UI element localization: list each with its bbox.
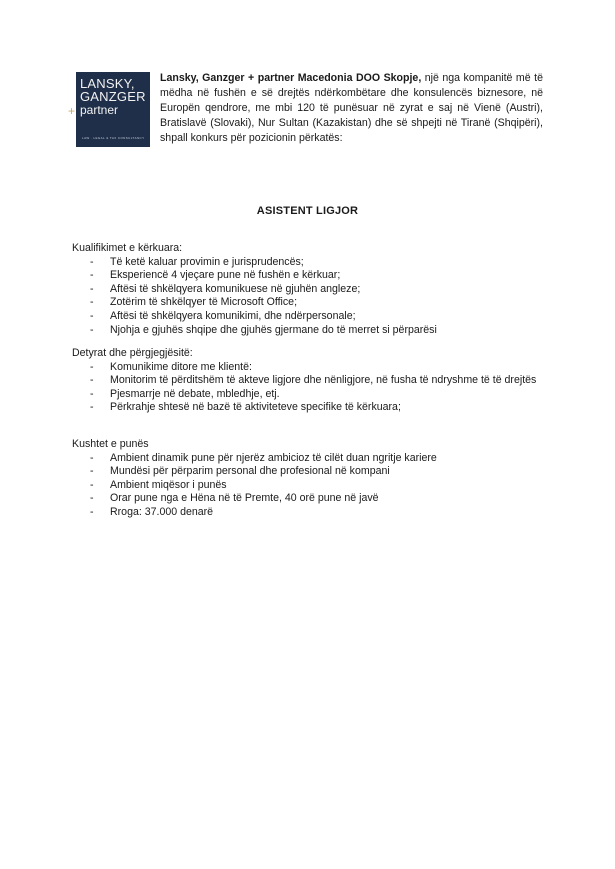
bullet-dash: - — [90, 401, 94, 414]
list-item-text: Komunikime ditore me klientë: — [110, 360, 252, 373]
logo-line-1: LANSKY, — [80, 76, 135, 91]
bullet-dash: - — [90, 269, 94, 282]
bullet-dash: - — [90, 360, 94, 373]
logo-line-2: GANZGER — [80, 89, 146, 104]
logo-line-3: partner — [80, 103, 119, 117]
bullet-dash: - — [90, 387, 94, 400]
list-item — [72, 374, 542, 388]
list-item — [72, 452, 542, 466]
list-item-text: Njohja e gjuhës shqipe dhe gjuhës gjermane do të merret si përparësi — [110, 323, 437, 336]
list-item-text: Aftësi të shkëlqyera komunikuese në gjuhën angleze; — [110, 282, 361, 295]
list-item-text: Ambient dinamik pune për njerëz ambicioz të cilët duan ngritje kariere — [110, 451, 437, 464]
section-heading: Detyrat dhe përgjegjësitë: — [72, 347, 193, 359]
bullet-dash: - — [90, 465, 94, 478]
list-item — [72, 310, 542, 324]
list-item — [72, 401, 542, 415]
list-item — [72, 269, 542, 283]
list-item-text: Orar pune nga e Hëna në të Premte, 40 orë pune në javë — [110, 492, 379, 505]
list-item-text: Mundësi për përparim personal dhe profesional në kompani — [110, 465, 390, 478]
list-item-text: Monitorim të përditshëm të akteve ligjore dhe nënligjore, në fusha të ndryshme të të drejtës — [110, 374, 537, 387]
intro-paragraph — [160, 71, 543, 146]
list-item — [72, 256, 542, 270]
position-title: ASISTENT LIGJOR — [256, 205, 359, 217]
list-item — [72, 388, 542, 402]
intro-text: një nga kompanitë më të mëdha në fushën e së drejtës ndërkombëtare dhe konsulencës biznesore, në Europën qendrore, me mbi 120 të punësuar në zyrat e saj në Vienë (Austri), Bratislavë (Slovaki), Nur Sultan (Kazakistan) dhe së shpejti në Tiranë (Shqipëri), shpall konkurs për pozicionin përkatës: — [160, 72, 543, 144]
list-item-text: Përkrahje shtesë në bazë të aktiviteteve specifike të kërkuara; — [110, 401, 401, 414]
list-item-text: Të ketë kaluar provimin e jurisprudencës; — [110, 255, 304, 268]
list-item-text: Pjesmarrje në debate, mbledhje, etj. — [110, 387, 280, 400]
list-item — [72, 283, 542, 297]
section-heading: Kualifikimet e kërkuara: — [72, 242, 183, 254]
bullet-dash: - — [90, 296, 94, 309]
list-item-text: Ambient miqësor i punës — [110, 478, 227, 491]
logo-plus: + — [68, 104, 76, 118]
bullet-dash: - — [90, 255, 94, 268]
bullet-dash: - — [90, 282, 94, 295]
list-item — [72, 492, 542, 506]
bullet-dash: - — [90, 505, 94, 518]
bullet-dash: - — [90, 492, 94, 505]
list-item-text: Rroga: 37.000 denarë — [110, 505, 214, 518]
work-conditions-list — [72, 452, 542, 520]
responsibilities-list — [72, 361, 542, 415]
list-item — [72, 361, 542, 375]
list-item — [72, 296, 542, 310]
responsibilities-section — [72, 347, 542, 415]
list-item — [72, 324, 542, 338]
bullet-dash: - — [90, 374, 94, 387]
list-item — [72, 465, 542, 479]
qualifications-section — [72, 242, 542, 337]
company-name: Lansky, Ganzger + partner Macedonia DOO Skopje, — [160, 72, 422, 84]
list-item-text: Aftësi të shkëlqyera komunikimi, dhe ndërpersonale; — [110, 309, 356, 322]
bullet-dash: - — [90, 451, 94, 464]
company-logo — [68, 72, 150, 147]
section-heading: Kushtet e punës — [72, 438, 149, 450]
list-item — [72, 506, 542, 520]
work-conditions-section — [72, 438, 542, 520]
qualifications-list — [72, 256, 542, 338]
list-item-text: Zotërim të shkëlqyer të Microsoft Office; — [110, 296, 298, 309]
list-item — [72, 479, 542, 493]
bullet-dash: - — [90, 323, 94, 336]
logo-tagline: LAW · LEGAL & TAX CONSULTANCY — [82, 136, 145, 140]
bullet-dash: - — [90, 478, 94, 491]
bullet-dash: - — [90, 309, 94, 322]
list-item-text: Eksperiencë 4 vjeçare pune në fushën e kërkuar; — [110, 269, 341, 282]
